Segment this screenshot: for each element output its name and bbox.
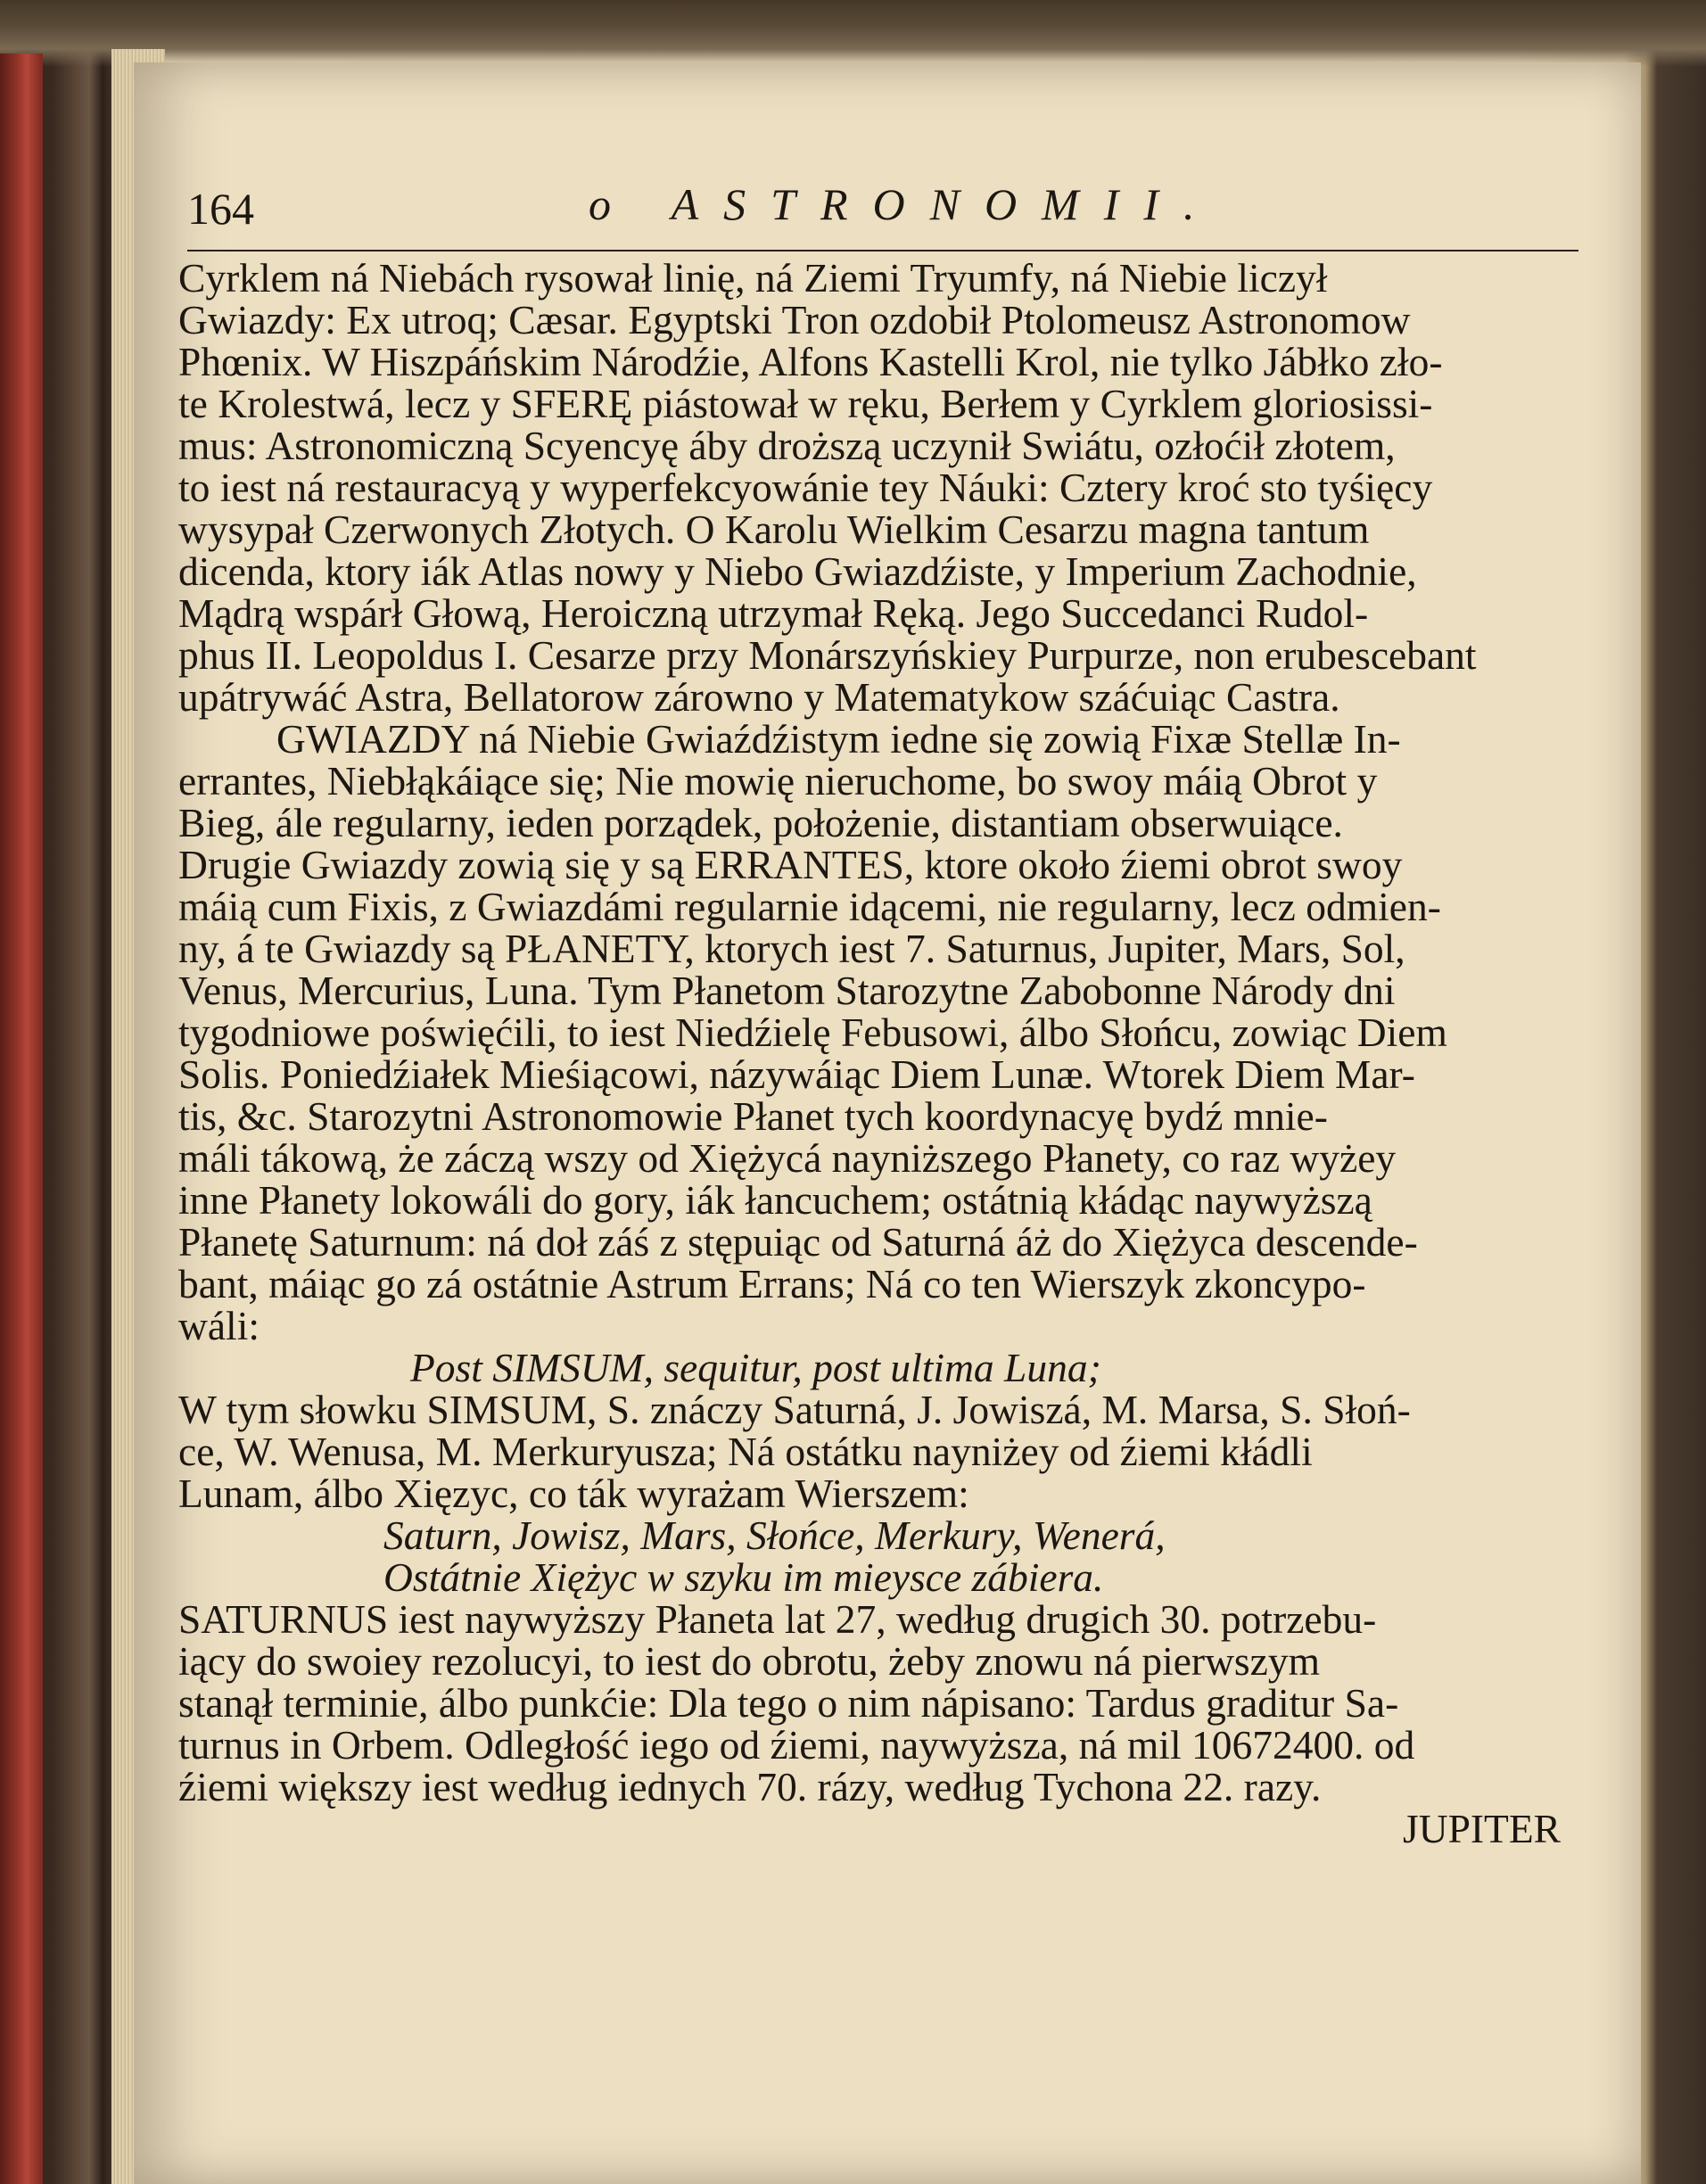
verse-line: Post SIMSUM, sequitur, post ultima Luna; <box>410 1345 1101 1390</box>
text-line: máią cum Fixis, z Gwiazdámi regularnie idącemi, nie regularny, lecz odmien- <box>178 884 1441 929</box>
text-line: tygodniowe poświęćili, to iest Niedźielę Febusowi, álbo Słońcu, zowiąc Diem <box>178 1010 1447 1055</box>
verse-line: Saturn, Jowisz, Mars, Słońce, Merkury, Wenerá, <box>383 1512 1166 1558</box>
text-line: Mądrą wspárł Głową, Heroiczną utrzymał Ręką. Jego Succedanci Rudol- <box>178 590 1369 636</box>
text-line: Gwiazdy: Ex utroq; Cæsar. Egyptski Tron ozdobił Ptolomeusz Astronomow <box>178 297 1411 342</box>
text-line: ce, W. Wenusa, M. Merkuryusza; Ná ostátku nayniżey od źiemi kłádli <box>178 1429 1313 1474</box>
text-line: turnus in Orbem. Odległość iego od źiemi, naywyższa, ná mil 10672400. od <box>178 1722 1415 1768</box>
paragraph-start: SATURNUS iest naywyższy Płaneta lat 27, według drugich 30. potrzebu- <box>178 1596 1377 1642</box>
text-line: inne Płanety lokowáli do gory, iák łancuchem; ostátnią kłádąc naywyższą <box>178 1177 1372 1223</box>
text-line: to iest ná restauracyą y wyperfekcyowánie tey Náuki: Cztery kroć sto tyśięcy <box>178 465 1433 510</box>
text-line: Płanetę Saturnum: ná doł záś z stępuiąc od Saturná áż do Xiężyca descende- <box>178 1219 1418 1265</box>
text-line: źiemi większy iest według iednych 70. rázy, według Tychona 22. razy. <box>178 1764 1322 1809</box>
text-line: Drugie Gwiazdy zowią się y są ERRANTES, ktore około źiemi obrot swoy <box>178 842 1403 887</box>
running-header <box>178 178 1605 241</box>
text-line: Cyrklem ná Niebách rysował linię, ná Ziemi Tryumfy, ná Niebie liczył <box>178 255 1328 301</box>
text-line: Lunam, álbo Xięzyc, co ták wyrażam Wierszem: <box>178 1471 969 1516</box>
verse-line: Ostátnie Xiężyc w szyku im mieysce zábiera. <box>383 1554 1104 1600</box>
text-line: tis, &c. Starozytni Astronomowie Płanet tych koordynacyę bydź mnie- <box>178 1093 1328 1139</box>
text-line: Bieg, ále regularny, ieden porządek, położenie, distantiam obserwuiące. <box>178 800 1343 845</box>
text-line: phus II. Leopoldus I. Cesarze przy Monárszyńskiey Purpurze, non erubescebant <box>178 632 1477 678</box>
text-area <box>178 178 1605 1851</box>
text-line: errantes, Niebłąkáiące się; Nie mowię nieruchome, bo swoy máią Obrot y <box>178 758 1378 804</box>
page-number: 164 <box>187 184 254 234</box>
header-rule <box>187 250 1578 251</box>
text-line: upátrywáć Astra, Bellatorow zárowno y Matematykow száćuiąc Castra. <box>178 674 1340 720</box>
text-line: te Krolestwá, lecz y SFERĘ piástował w ręku, Berłem y Cyrklem gloriosissi- <box>178 381 1433 426</box>
text-line: Solis. Poniedźiałek Mieśiącowi, názywáiąc Diem Lunæ. Wtorek Diem Mar- <box>178 1051 1415 1097</box>
text-line: wáli: <box>178 1303 260 1348</box>
book-top-shadow <box>0 0 1706 67</box>
text-line: stanął terminie, álbo punkćie: Dla tego o nim nápisano: Tardus graditur Sa- <box>178 1680 1399 1726</box>
text-line: máli tákową, że záczą wszy od Xiężycá nayniższego Płanety, co raz wyżey <box>178 1135 1397 1181</box>
red-page-edges <box>0 54 43 2184</box>
running-title: o ASTRONOMII. <box>589 179 1220 229</box>
text-line: W tym słowku SIMSUM, S. znáczy Saturná, J. Jowiszá, M. Marsa, S. Słoń- <box>178 1387 1411 1432</box>
catchword: JUPITER <box>1403 1806 1561 1851</box>
paragraph-start: GWIAZDY ná Niebie Gwiaźdźistym iedne się zowią Fixæ Stellæ In- <box>276 716 1401 762</box>
text-line: Venus, Mercurius, Luna. Tym Płanetom Starozytne Zabobonne Národy dni <box>178 968 1396 1013</box>
body-text <box>178 257 1614 1850</box>
text-line: iący do swoiey rezolucyi, to iest do obrotu, żeby znowu ná pierwszym <box>178 1638 1320 1684</box>
text-line: mus: Astronomiczną Scyencyę áby droższą uczynił Swiátu, ozłoćił złotem, <box>178 423 1396 468</box>
text-line: ny, á te Gwiazdy są PŁANETY, ktorych iest 7. Saturnus, Jupiter, Mars, Sol, <box>178 926 1405 971</box>
text-line: bant, máiąc go zá ostátnie Astrum Errans; Ná co ten Wierszyk zkoncypo- <box>178 1261 1366 1306</box>
text-line: wysypał Czerwonych Złotych. O Karolu Wielkim Cesarzu magna tantum <box>178 507 1370 552</box>
text-line: dicenda, ktory iák Atlas nowy y Niebo Gwiazdźiste, y Imperium Zachodnie, <box>178 548 1417 594</box>
text-line: Phœnix. W Hiszpáńskim Národźie, Alfons Kastelli Krol, nie tylko Jábłko zło- <box>178 339 1443 384</box>
